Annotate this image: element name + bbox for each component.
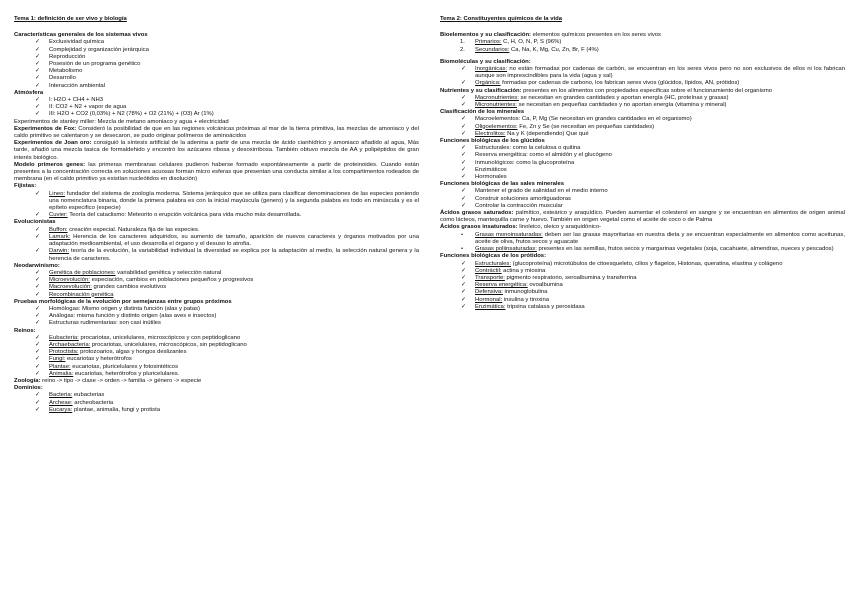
- item-term: Inorgánicas:: [475, 66, 508, 73]
- right-column: [440, 16, 845, 311]
- item-text: Herencia de los caracteres adquiridos, su aumento de tamaño, aparición de nuevos caracteres y órganos motivados por una adaptación medioambiental, el uso desarrolla el órgano y el desuso lo atrofia.: [49, 233, 419, 248]
- sales-item: [440, 188, 845, 195]
- checkmark-icon: ✓: [35, 392, 40, 399]
- checkmark-icon: ✓: [461, 303, 466, 310]
- item-term: Lineo:: [49, 190, 66, 197]
- fijistas-heading: Fijistas:: [14, 183, 37, 190]
- bioelementos-item: [440, 47, 845, 54]
- fijistas-item: [14, 191, 419, 213]
- item-text: Complejidad y organización jerárquica: [49, 46, 149, 53]
- item-text: Macroelementos: Ca, P, Mg (Se necesitan en grandes cantidades en el organismo): [475, 116, 692, 123]
- minerales-list: [440, 116, 845, 138]
- item-term: Recombinación genética: [49, 291, 114, 298]
- checkmark-icon: ✓: [35, 284, 40, 291]
- checkmark-icon: ✓: [35, 190, 40, 197]
- checkmark-icon: ✓: [461, 296, 466, 303]
- glucidos-item: [440, 152, 845, 159]
- protidos-item: [440, 282, 845, 289]
- item-text: plantae, animalia, fungi y protista: [72, 406, 161, 413]
- checkmark-icon: ✓: [35, 97, 40, 104]
- nutrientes-item: [440, 95, 845, 102]
- fijistas-list: [14, 191, 419, 220]
- item-term: Defensiva:: [475, 289, 503, 296]
- protidos-heading: Funciones biológicas de los prótidos:: [440, 253, 547, 260]
- item-term: Archeae:: [49, 399, 73, 406]
- atmosphere-item: [14, 97, 419, 104]
- nutrientes-list: [440, 95, 845, 109]
- checkmark-icon: ✓: [461, 94, 466, 101]
- evolucionistas-list: [14, 227, 419, 263]
- sales-list: [440, 188, 845, 210]
- neodarwinismo-item: [14, 277, 419, 284]
- biomoleculas-item: [440, 80, 845, 87]
- checkmark-icon: ✓: [35, 269, 40, 276]
- item-text: Mantener el grado de salinidad en el medio interno: [475, 188, 608, 195]
- pruebas-list: [14, 306, 419, 328]
- item-text: teoría de la evolución, la variabilidad individual la diversidad se explica por la adaptación al medio, la selección natural genera y la herencia de caracteres.: [49, 248, 419, 262]
- dominios-item: [14, 400, 419, 407]
- checkmark-icon: ✓: [35, 212, 40, 219]
- item-term: Primarios:: [475, 39, 502, 46]
- item-text: inmunoglobulina: [502, 289, 548, 296]
- pruebas-item: [14, 320, 419, 327]
- checkmark-icon: ✓: [35, 341, 40, 348]
- checkmark-icon: ✓: [35, 277, 40, 284]
- item-term: Grasas monoinsaturadas:: [475, 231, 543, 238]
- glucidos-item: [440, 145, 845, 152]
- characteristics-item: [14, 61, 419, 68]
- checkmark-icon: ✓: [461, 202, 466, 209]
- item-term: Archaebacteria:: [49, 341, 91, 348]
- item-text: I: H2O + CH4 + NH3: [49, 97, 104, 104]
- list-number: 2.: [460, 46, 465, 53]
- checkmark-icon: ✓: [35, 82, 40, 89]
- characteristics-list: [14, 39, 419, 89]
- item-term: Genética de poblaciones:: [49, 269, 116, 276]
- item-term: Contráctil:: [475, 267, 502, 274]
- biomoleculas-item: [440, 66, 845, 80]
- checkmark-icon: ✓: [35, 399, 40, 406]
- glucidos-item: [440, 160, 845, 167]
- characteristics-heading: Características generales de los sistemas vivos: [14, 32, 148, 39]
- item-term: Macroevolución:: [49, 284, 92, 291]
- item-text: III: H2O + CO2 (0,03%) + N2 (78%) + O2 (21%) + (O3) Ar (1%): [49, 111, 214, 118]
- checkmark-icon: ✓: [35, 356, 40, 363]
- left-column: [14, 16, 419, 414]
- item-term: Buffon:: [49, 226, 68, 233]
- checkmark-icon: ✓: [35, 53, 40, 60]
- bioelementos-line: Bioelementos y su clasificación: elementos químicos presentes en los seres vivos: [440, 32, 661, 39]
- bioelementos-list: [440, 39, 845, 53]
- evolucionistas-item: [14, 234, 419, 248]
- protidos-item: [440, 289, 845, 296]
- evolucionistas-heading: Evolucionistas: [14, 219, 56, 226]
- neodarwinismo-item: [14, 292, 419, 299]
- item-text: archeobacteria: [72, 399, 114, 406]
- nutrientes-item: [440, 102, 845, 109]
- checkmark-icon: ✓: [35, 349, 40, 356]
- minerales-heading: Clasificación de los minerales: [440, 109, 525, 116]
- item-term: Reserva energética:: [475, 282, 528, 289]
- item-text: Enzimáticos: [475, 166, 507, 173]
- characteristics-item: [14, 83, 419, 90]
- insaturados-item: [440, 246, 845, 253]
- item-text: formadas por cadenas de carbono, los fabrican seres vivos (glúcidos, lípidos, AN, prótidos): [500, 80, 740, 87]
- bioelementos-item: [440, 39, 845, 46]
- item-text: creación especial. Naturaleza fija de las especies.: [67, 226, 200, 233]
- item-text: Teoría del cataclismo: Meteorito o erupción volcánica para vida mucho más desarrollada.: [67, 212, 302, 219]
- item-text: Homólogas: Mismo origen y distinta función (alas y patas): [49, 305, 200, 312]
- neodarwinismo-list: [14, 270, 419, 299]
- checkmark-icon: ✓: [461, 159, 466, 166]
- item-text: Construir soluciones amortiguadoras: [475, 195, 571, 202]
- glucidos-item: [440, 167, 845, 174]
- item-text: eucariotas, heterótrofos y pluricelulares.: [73, 370, 180, 377]
- item-term: Macronutrientes:: [475, 94, 519, 101]
- tema1-title: Tema 1: definición de ser vivo y biología: [14, 16, 127, 22]
- item-text: Exclusividad química: [49, 39, 105, 46]
- item-term: Lamark:: [49, 233, 71, 240]
- evolucionistas-item: [14, 227, 419, 234]
- protidos-item: [440, 304, 845, 311]
- biomoleculas-heading: Biomoléculas y su clasificación:: [440, 58, 531, 65]
- checkmark-icon: ✓: [35, 61, 40, 68]
- item-term: Oligoelementos:: [475, 123, 518, 130]
- sales-item: [440, 203, 845, 210]
- item-text: II: CO2 + N2 + vapor de agua: [49, 104, 127, 111]
- item-text: pigmento respiratorio, seroalbumina y transferrina: [504, 274, 637, 281]
- minerales-item: [440, 131, 845, 138]
- sales-item: [440, 196, 845, 203]
- item-term: Animalia:: [49, 370, 74, 377]
- checkmark-icon: ✓: [35, 104, 40, 111]
- item-text: eubacterias: [72, 392, 105, 399]
- checkmark-icon: ✓: [35, 305, 40, 312]
- glucidos-heading: Funciones biológicas de los glúcidos: [440, 138, 545, 145]
- item-text: protozoarios, algas y hongos deslizantes: [78, 349, 187, 356]
- atmosphere-item: [14, 111, 419, 118]
- item-text: C, H, O, N, P, S (96%): [501, 39, 562, 46]
- dominios-heading: Dominios:: [14, 385, 43, 392]
- item-text: se necesitan en grandes cantidades y aportan energía (HC, proteínas y grasas): [518, 94, 729, 101]
- reinos-item: [14, 342, 419, 349]
- zoologia-line: Zoología: reino -> tipo -> clase -> orden -> familia -> género -> especie: [14, 377, 202, 384]
- checkmark-icon: ✓: [461, 130, 466, 137]
- item-term: Secundarios:: [475, 46, 510, 53]
- checkmark-icon: ✓: [35, 68, 40, 75]
- dominios-item: [14, 392, 419, 399]
- nutrientes-line: Nutrientes y su clasificación: presentes en los alimentos con propiedades especificas sobre el funcionamiento del organismo: [440, 87, 773, 94]
- atmosphere-list: [14, 97, 419, 119]
- neodarwinismo-item: [14, 284, 419, 291]
- item-text: Desarrollo: [49, 75, 76, 82]
- checkmark-icon: ✓: [461, 116, 466, 123]
- experiment-joan-oro: Experimentos de Joan oro: consiguió la síntesis artificial de la adenina a partir de una mezcla de ácido cianhídrico y amoniaco añadido al agua, Más tarde, añadió una mezcla tasica de formaldehido y encontró los azúcares ribosa y desoxirribosa. También obtuvo mezcla de AA y polipéptidos de gran interés biológico.: [14, 140, 419, 161]
- reinos-list: [14, 335, 419, 378]
- evolucionistas-item: [14, 248, 419, 262]
- checkmark-icon: ✓: [461, 102, 466, 109]
- item-text: Metabolismo: [49, 68, 83, 75]
- item-text: Fe, Zn y Se (se necesitan en pequeñas cantidades): [517, 123, 655, 130]
- pruebas-heading: Pruebas morfológicas de la evolución por semejanzas entre grupos próximos: [14, 298, 232, 305]
- item-term: Hormonal:: [475, 296, 503, 303]
- item-text: Estructurales: como la celulosa o quitina: [475, 145, 581, 152]
- reinos-item: [14, 356, 419, 363]
- item-term: Eucarya:: [49, 406, 73, 413]
- checkmark-icon: ✓: [35, 320, 40, 327]
- item-text: ovoalbumina: [527, 282, 563, 289]
- checkmark-icon: ✓: [461, 282, 466, 289]
- bullet-icon: •: [461, 246, 464, 253]
- checkmark-icon: ✓: [461, 267, 466, 274]
- pruebas-item: [14, 306, 419, 313]
- list-number: 1.: [460, 39, 465, 46]
- item-term: Grasas poliinsaturadas:: [475, 246, 537, 253]
- item-term: Micronutrientes:: [475, 102, 517, 109]
- checkmark-icon: ✓: [35, 370, 40, 377]
- item-term: Protoctista:: [49, 349, 79, 356]
- item-text: fundador del sistema de zoología moderna. Sistema jerárquico que se utiliza para clasificar denominaciones de las especies poniendo una nomenclatura binaria, donde la primera palabra es con la inicial mayúscula (genero) y la segunda palabra es todo en minúscula y es el epíteto especifico (especie): [49, 190, 419, 212]
- item-text: eucariotas, pluricelulares y fotosintéticos: [70, 363, 179, 370]
- checkmark-icon: ✓: [35, 291, 40, 298]
- checkmark-icon: ✓: [461, 152, 466, 159]
- item-text: deben ser las grasas mayoritarias en nuestra dieta y se encuentran especialmente en alimentos como aceitunas, aceite de oliva, frutos secos y aguacate: [475, 231, 845, 245]
- checkmark-icon: ✓: [461, 260, 466, 267]
- item-text: grandes cambios evolutivos: [91, 284, 167, 291]
- item-text: insulina y tiroxina: [502, 296, 550, 303]
- atmosphere-heading: Atmósfera: [14, 89, 44, 96]
- item-text: eucariotas y heterótrofos: [65, 356, 132, 363]
- item-text: tripsina catalasa y peroxidasa: [505, 303, 585, 310]
- checkmark-icon: ✓: [35, 111, 40, 118]
- item-text: Ca, Na, K, Mg, Cu, Zn, Br, F (4%): [509, 46, 599, 53]
- checkmark-icon: ✓: [461, 289, 466, 296]
- checkmark-icon: ✓: [461, 274, 466, 281]
- biomoleculas-list: [440, 66, 845, 88]
- item-text: no están formadas por cadenas de carbón, se encuentran en los seres vivos pero no son exclusivos de ellos ni los fabrican aunque son imprescindibles para la vida (agua y sal): [475, 66, 845, 80]
- item-text: se necesitan en pequeñas cantidades y no aportan energía (vitamina y mineral): [516, 102, 727, 109]
- item-text: variabilidad genética y selección natural: [115, 269, 222, 276]
- characteristics-item: [14, 47, 419, 54]
- item-text: Posesión de un programa genético: [49, 61, 141, 68]
- checkmark-icon: ✓: [35, 46, 40, 53]
- item-text: Na y K (dependiendo) Que qué: [505, 130, 589, 137]
- fijistas-item: [14, 212, 419, 219]
- protidos-item: [440, 261, 845, 268]
- item-text: Interacción ambiental: [49, 82, 105, 89]
- item-term: Transporte:: [475, 274, 505, 281]
- reinos-item: [14, 371, 419, 378]
- item-text: Inmunológicos: como la glucoproteína: [475, 159, 575, 166]
- experiment-primeros-genes: Modelo primeros genes: las primeras membranas celulares pudieron haberse formado espontáneamente a partir de proteinoides. Cuando están presentes a la concentración correcta en soluciones acuosas forman micro esferas que presentan una conducta similar a los compartimentos rodeados de membrana (en el caldo primitivo ya existían nucleótidos en disolución): [14, 161, 419, 183]
- insaturados-line: Ácidos grasos insaturados: linoleico, oleico y araquidónico-: [440, 224, 602, 231]
- protidos-item: [440, 275, 845, 282]
- dominios-list: [14, 392, 419, 414]
- checkmark-icon: ✓: [461, 80, 466, 87]
- tema2-title: Tema 2: Constituyentes químicos de la vida: [440, 16, 562, 22]
- checkmark-icon: ✓: [35, 313, 40, 320]
- item-text: Estructuras rudimentarias: son casi inútiles: [49, 320, 161, 327]
- item-term: Darwin:: [49, 248, 69, 255]
- item-term: Fungi:: [49, 356, 66, 363]
- insaturados-item: [440, 232, 845, 246]
- checkmark-icon: ✓: [35, 233, 40, 240]
- item-text: (glucoproteína) microtúbulos de citoesqueleto, cilios y flagelos, Histonas, queratina, elastina y colágeno: [511, 260, 783, 267]
- checkmark-icon: ✓: [35, 334, 40, 341]
- checkmark-icon: ✓: [461, 174, 466, 181]
- reinos-heading: Reinos:: [14, 327, 36, 334]
- sales-heading: Funciones biológicas de las sales minerales: [440, 181, 565, 188]
- item-term: Electrolitos:: [475, 130, 506, 137]
- protidos-item: [440, 268, 845, 275]
- checkmark-icon: ✓: [461, 66, 466, 73]
- item-text: Controlar la contracción muscular: [475, 202, 563, 209]
- minerales-item: [440, 124, 845, 131]
- checkmark-icon: ✓: [461, 145, 466, 152]
- item-term: Estructurales:: [475, 260, 512, 267]
- checkmark-icon: ✓: [461, 123, 466, 130]
- pruebas-item: [14, 313, 419, 320]
- item-term: Eubacteria:: [49, 334, 79, 341]
- neodarwinismo-heading: Neodarwinismo:: [14, 262, 60, 269]
- item-term: Bacteria:: [49, 392, 73, 399]
- item-term: Cuvier:: [49, 212, 68, 219]
- checkmark-icon: ✓: [461, 195, 466, 202]
- protidos-item: [440, 297, 845, 304]
- checkmark-icon: ✓: [35, 75, 40, 82]
- item-text: procariotas, unicelulares, microscópicos y con peptidoglicano: [78, 334, 241, 341]
- checkmark-icon: ✓: [35, 363, 40, 370]
- atmosphere-item: [14, 104, 419, 111]
- minerales-item: [440, 116, 845, 123]
- item-text: Análogas: misma función y distinto origen (alas aves e insectos): [49, 313, 217, 320]
- checkmark-icon: ✓: [35, 39, 40, 46]
- characteristics-item: [14, 39, 419, 46]
- item-term: Microevolución:: [49, 277, 90, 284]
- characteristics-item: [14, 68, 419, 75]
- experiment-fox: Experimentos de Fox: Consideró la posibilidad de que en las regiones volcánicas próximas al mar de la tierra primitiva, las mezclas de amoniaco y del caldo primitivo se calentaron y se desecaron, se pudo originar polímeros de aminoácidos: [14, 125, 419, 140]
- item-text: Reproducción: [49, 53, 86, 60]
- item-term: Plantae:: [49, 363, 71, 370]
- reinos-item: [14, 349, 419, 356]
- checkmark-icon: ✓: [461, 188, 466, 195]
- glucidos-list: [440, 145, 845, 181]
- characteristics-item: [14, 54, 419, 61]
- glucidos-item: [440, 174, 845, 181]
- protidos-list: [440, 261, 845, 311]
- item-text: procariotas, unicelulares, microscópicos, sin peptidoglicano: [90, 341, 247, 348]
- insaturados-list: [440, 232, 845, 254]
- checkmark-icon: ✓: [461, 166, 466, 173]
- item-text: presentes en las semillas, frutos secos y margarinas vegetales (soja, cacahuete, almendras, nueces y pescados): [536, 246, 834, 253]
- item-term: Orgánica:: [475, 80, 501, 87]
- characteristics-item: [14, 75, 419, 82]
- saturados-paragraph: Ácidos grasos saturados: palmítico, esteárico y araquídico. Pueden aumentar el colesterol en sangre y se encuentran en alimentos de origen animal como lácteos, mantequilla carne y huevo. También en origen vegetal como el aceite de coco o de Palma: [440, 210, 845, 224]
- neodarwinismo-item: [14, 270, 419, 277]
- reinos-item: [14, 364, 419, 371]
- checkmark-icon: ✓: [35, 226, 40, 233]
- checkmark-icon: ✓: [35, 248, 40, 255]
- item-text: Reserva energética: como el almidón y el glucógeno: [475, 152, 612, 159]
- checkmark-icon: ✓: [35, 406, 40, 413]
- experiment-miller: Experimentos de stanley miller: Mezcla de metano amoniaco y agua + electricidad: [14, 118, 229, 125]
- bullet-icon: •: [461, 231, 464, 238]
- reinos-item: [14, 335, 419, 342]
- item-text: especiación, cambios en poblaciones pequeños y progresivos: [89, 277, 254, 284]
- dominios-item: [14, 407, 419, 414]
- item-text: actina y miosina: [501, 267, 546, 274]
- item-text: Hormonales: [475, 174, 507, 181]
- item-term: Enzimática:: [475, 303, 506, 310]
